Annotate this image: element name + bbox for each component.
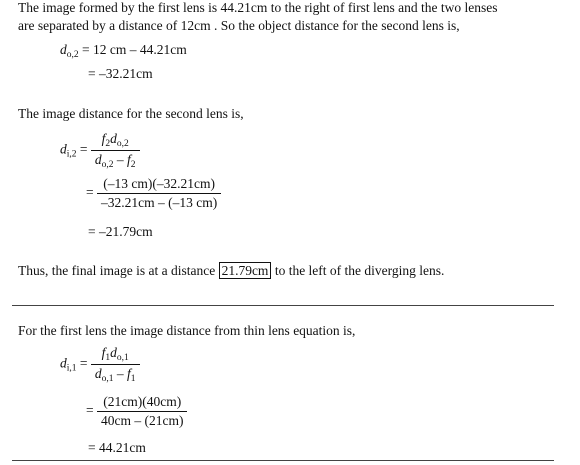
- di1-var: d: [60, 355, 67, 371]
- section-divider: [12, 305, 554, 306]
- thin-lens-fraction: [91, 345, 140, 384]
- f2-symbol: f: [101, 131, 106, 146]
- bottom-divider: [12, 460, 554, 461]
- equals-sign: =: [86, 402, 94, 418]
- f1-den-symbol: f: [127, 366, 131, 381]
- do2-var: d: [60, 42, 67, 57]
- do2-equation: [60, 42, 187, 60]
- intro-line-1: The image formed by the first lens is 44.21cm to the right of first lens and the two lenses: [18, 0, 498, 15]
- di1-substitution-denominator: 40cm – (21cm): [97, 411, 187, 429]
- di1-formula: [60, 345, 140, 384]
- di1-sub: i,1: [66, 363, 77, 374]
- part-b-intro: For the first lens the image distance from thin lens equation is,: [18, 323, 356, 338]
- intro-line-2: are separated by a distance of 12cm . So the object distance for the second lens is,: [18, 18, 460, 33]
- do1-den-symbol: d: [94, 366, 102, 381]
- di2-result: = –21.79cm: [88, 224, 153, 239]
- do2-den-sub: o,2: [101, 160, 114, 170]
- f2-den-sub: 2: [130, 160, 136, 170]
- do1-symbol: d: [110, 345, 117, 360]
- lens-formula-fraction: [91, 131, 140, 170]
- do2-rhs: = 12 cm – 44.21cm: [82, 42, 187, 57]
- minus-sign: –: [113, 366, 128, 381]
- thin-lens-numerator: [91, 345, 140, 364]
- substitution-numerator: (–13 cm)(–32.21cm): [103, 176, 215, 191]
- di1-result: = 44.21cm: [88, 440, 146, 455]
- do2-den-symbol: d: [94, 152, 102, 167]
- substitution-fraction: [97, 176, 221, 211]
- image-distance-intro: The image distance for the second lens is,: [18, 106, 244, 121]
- di2-sub: i,2: [66, 149, 77, 160]
- f1-den-sub: 1: [130, 374, 136, 384]
- equals-sign: =: [79, 355, 88, 371]
- f1-sub: 1: [105, 353, 111, 363]
- conclusion-line: [18, 263, 444, 279]
- do2-symbol: d: [110, 131, 117, 146]
- di1-substitution: [86, 394, 187, 429]
- minus-sign: –: [113, 152, 128, 167]
- do2-symbol-sub: o,2: [116, 139, 129, 149]
- f2-sub: 2: [105, 139, 111, 149]
- conclusion-pre: Thus, the final image is at a distance: [18, 263, 216, 278]
- do2-result: = –32.21cm: [88, 66, 153, 81]
- di1-substitution-fraction: [97, 394, 187, 429]
- conclusion-post: to the left of the diverging lens.: [274, 263, 445, 278]
- f1-symbol: f: [101, 345, 106, 360]
- thin-lens-denominator: [91, 364, 140, 384]
- di2-substitution: [86, 176, 221, 211]
- do1-den-sub: o,1: [101, 374, 114, 384]
- lens-formula-denominator: [91, 150, 140, 170]
- substitution-denominator: –32.21cm – (–13 cm): [97, 193, 221, 211]
- equals-sign: =: [86, 184, 94, 200]
- equals-sign: =: [79, 141, 88, 157]
- di2-formula: [60, 131, 140, 170]
- do2-sub: o,2: [66, 50, 79, 60]
- di1-substitution-numerator: (21cm)(40cm): [103, 394, 182, 409]
- f2-den-symbol: f: [127, 152, 131, 167]
- do1-sub: o,1: [116, 353, 129, 363]
- final-answer-box: 21.79cm: [219, 262, 272, 279]
- lens-formula-numerator: [91, 131, 140, 150]
- di2-var: d: [60, 141, 67, 157]
